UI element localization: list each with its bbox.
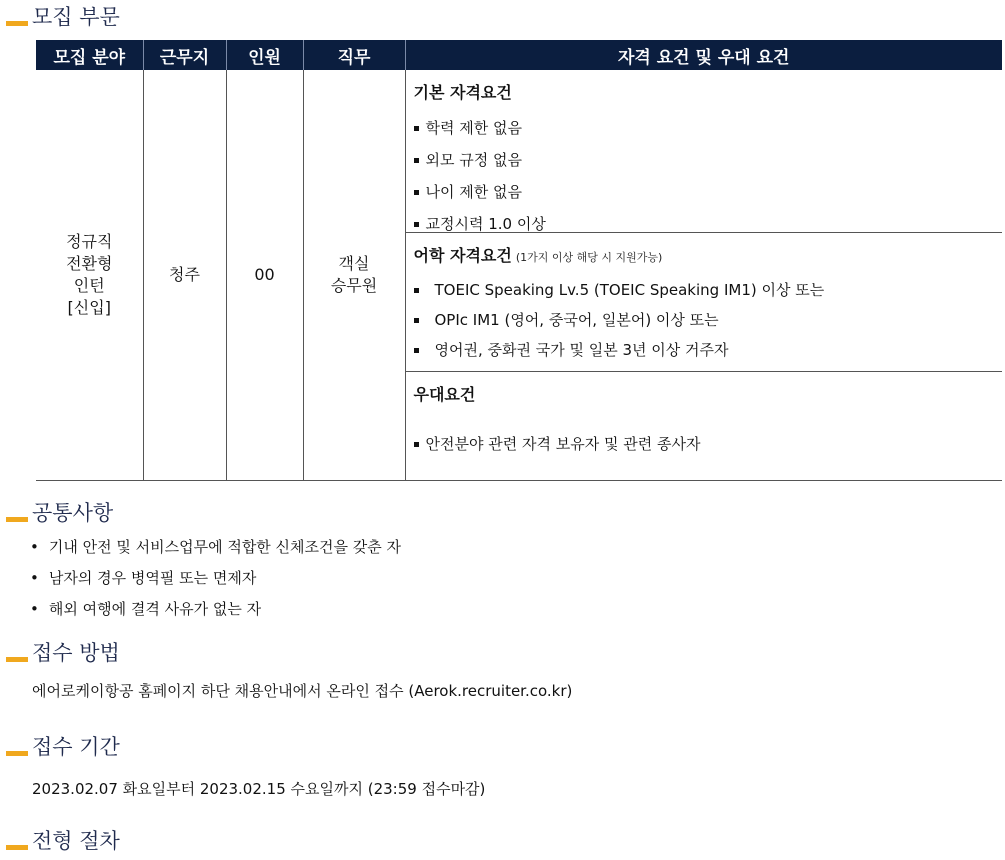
period-text: 2023.02.07 화요일부터 2023.02.15 수요일까지 (23:59 접수마감) <box>32 780 486 798</box>
section-title-text: 모집 부문 <box>32 5 120 29</box>
section-title-period <box>6 730 120 760</box>
list-item: TOEIC Speaking Lv.5 (TOEIC Speaking IM1) 이상 또는 <box>414 275 993 305</box>
cell-field <box>36 70 143 481</box>
list-item: 학력 제한 없음 <box>414 112 993 144</box>
section-title-process <box>6 824 120 854</box>
dot-icon: • <box>30 600 39 618</box>
list-item: • 기내 안전 및 서비스업무에 적합한 신체조건을 갖춘 자 <box>30 532 401 563</box>
header-location: 근무지 <box>143 40 226 70</box>
section-title-common <box>6 496 113 526</box>
section-marker <box>6 657 28 662</box>
cell-duty <box>303 70 405 481</box>
language-note: (1가지 이상 해당 시 지원가능) <box>515 251 663 264</box>
section-marker <box>6 751 28 756</box>
method-text: 에어로케이항공 홈페이지 하단 채용안내에서 온라인 접수 (Aerok.recruiter.co.kr) <box>32 682 573 700</box>
list-item: 안전분야 관련 자격 보유자 및 관련 종사자 <box>414 428 993 460</box>
bullet-icon <box>414 190 419 195</box>
common-list <box>30 532 401 625</box>
section-title-method <box>6 636 120 666</box>
header-field: 모집 분야 <box>36 40 143 70</box>
table-row <box>36 70 1002 481</box>
preferred-title: 우대요건 <box>413 385 476 404</box>
field-line: 인턴 <box>73 276 105 295</box>
section-marker <box>6 845 28 850</box>
section-title-text: 접수 방법 <box>32 641 120 665</box>
section-marker <box>6 517 28 522</box>
preferred-requirements <box>406 371 1003 467</box>
bullet-icon <box>414 288 419 293</box>
bullet-icon <box>414 442 419 447</box>
language-title: 어학 자격요건 (1가지 이상 해당 시 지원가능) <box>413 246 663 265</box>
basic-requirements <box>406 70 1003 232</box>
duty-line: 승무원 <box>330 276 378 295</box>
list-item: 교정시력 1.0 이상 <box>414 208 993 240</box>
header-requirements: 자격 요건 및 우대 요건 <box>405 40 1002 70</box>
bullet-icon <box>414 222 419 227</box>
section-marker <box>6 21 28 26</box>
bullet-icon <box>414 348 419 353</box>
bullet-icon <box>414 158 419 163</box>
basic-title: 기본 자격요건 <box>413 83 512 102</box>
section-title-recruit <box>6 0 120 30</box>
recruit-table <box>36 40 1002 481</box>
section-title-text: 접수 기간 <box>32 735 120 759</box>
field-line: 정규직 <box>66 232 113 251</box>
field-line: 전환형 <box>66 254 113 273</box>
dot-icon: • <box>30 538 39 556</box>
duty-line: 객실 <box>338 254 370 273</box>
list-item: OPIc IM1 (영어, 중국어, 일본어) 이상 또는 <box>414 305 993 335</box>
bullet-icon <box>414 318 419 323</box>
list-item: • 남자의 경우 병역필 또는 면제자 <box>30 563 401 594</box>
header-duty: 직무 <box>303 40 405 70</box>
language-requirements <box>406 232 1003 371</box>
list-item: • 해외 여행에 결격 사유가 없는 자 <box>30 594 401 625</box>
section-title-text: 공통사항 <box>32 501 114 525</box>
header-headcount: 인원 <box>226 40 303 70</box>
list-item: 영어권, 중화권 국가 및 일본 3년 이상 거주자 <box>414 335 993 365</box>
cell-requirements <box>405 70 1002 481</box>
section-title-text: 전형 절차 <box>32 829 120 853</box>
list-item: 나이 제한 없음 <box>414 176 993 208</box>
dot-icon: • <box>30 569 39 587</box>
bullet-icon <box>414 126 419 131</box>
cell-location: 청주 <box>143 70 226 481</box>
table-header-row <box>36 40 1002 70</box>
list-item: 외모 규정 없음 <box>414 144 993 176</box>
field-line: [신입] <box>67 298 111 317</box>
cell-headcount: 00 <box>226 70 303 481</box>
